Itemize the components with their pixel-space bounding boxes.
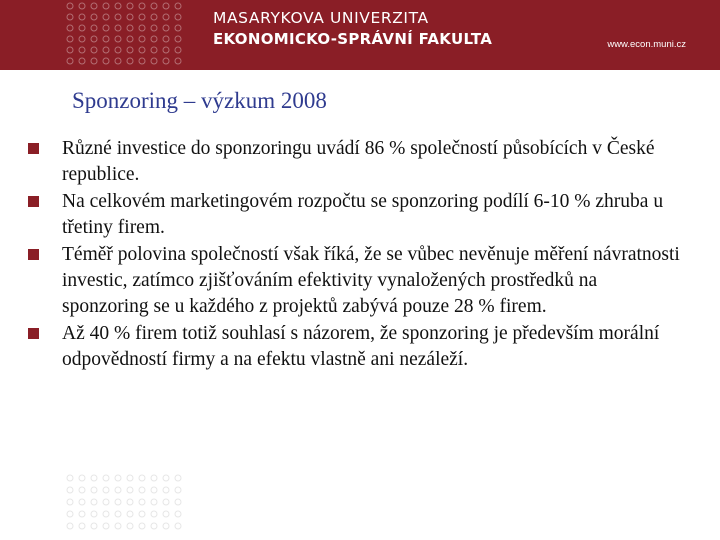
bullet-text: Na celkovém marketingovém rozpočtu se sponzoring podílí 6-10 % zhruba u třetiny firem. bbox=[62, 191, 664, 238]
bullet-item bbox=[28, 242, 688, 320]
square-bullet-icon bbox=[28, 196, 39, 207]
logo-pattern-icon bbox=[62, 0, 192, 70]
header-bar bbox=[0, 0, 720, 70]
faculty-logo-text bbox=[213, 11, 492, 47]
faculty-name: EKONOMICKO-SPRÁVNÍ FAKULTA bbox=[213, 29, 493, 48]
slide-title: Sponzoring – výzkum 2008 bbox=[72, 88, 327, 113]
website-link[interactable]: www.econ.muni.cz bbox=[607, 39, 686, 50]
square-bullet-icon bbox=[28, 328, 39, 339]
square-bullet-icon bbox=[28, 143, 39, 154]
bullet-text: Téměř polovina společností však říká, že se vůbec nevěnuje měření návratnosti investic, zatímco zjišťováním efektivity vynaložených prostředků na sponzoring se u každého z projektů zabývá pouze 28 % firem. bbox=[62, 244, 680, 317]
bullet-item bbox=[28, 321, 688, 373]
university-name: MASARYKOVA UNIVERZITA bbox=[213, 9, 429, 27]
bullet-item bbox=[28, 136, 688, 188]
bullet-item bbox=[28, 189, 688, 241]
bullet-list bbox=[28, 136, 688, 374]
square-bullet-icon bbox=[28, 249, 39, 260]
footer-pattern-icon bbox=[62, 470, 192, 540]
bullet-text: Různé investice do sponzoringu uvádí 86 % společností působících v České republice. bbox=[62, 138, 655, 185]
bullet-text: Až 40 % firem totiž souhlasí s názorem, že sponzoring je především morální odpovědností firmy a na efektu vlastně ani nezáleží. bbox=[62, 323, 660, 370]
